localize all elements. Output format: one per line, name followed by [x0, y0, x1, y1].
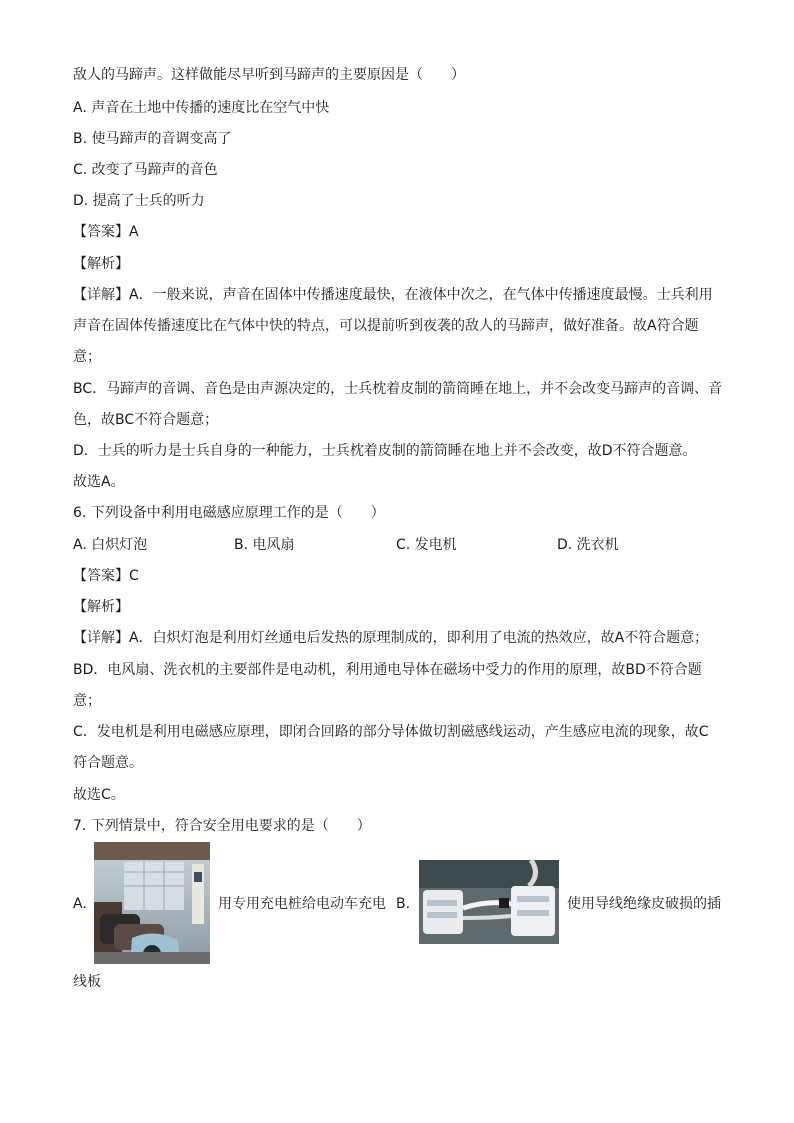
q6-option-d: D. 洗衣机: [557, 537, 619, 553]
q6-option-a: A. 白炽灯泡: [73, 537, 148, 553]
q6-detail-line: 符合题意。: [73, 755, 143, 771]
q5-detail-line: 【详解】A．一般来说，声音在固体中传播速度最快，在液体中次之，在气体中传播速度最慢。士兵利用: [73, 287, 713, 303]
q6-conclusion: 故选C。: [73, 787, 125, 803]
q7-option-a-letter: A.: [73, 896, 87, 912]
q6-analysis-heading: 【解析】: [73, 599, 129, 615]
q5-option-a: A. 声音在土地中传播的速度比在空气中快: [73, 100, 330, 116]
q6-answer: 【答案】C: [73, 568, 139, 584]
q7-option-b-wrap: 线板: [73, 974, 101, 990]
q5-detail-line: 声音在固体传播速度比在气体中快的特点，可以提前听到夜袭的敌人的马蹄声，做好准备。故A符合题: [73, 318, 699, 334]
q5-detail-line: 意；: [73, 349, 101, 365]
q5-option-d: D. 提高了士兵的听力: [73, 193, 205, 209]
q6-option-b: B. 电风扇: [234, 537, 295, 553]
q5-analysis-heading: 【解析】: [73, 256, 129, 272]
q6-option-c: C. 发电机: [396, 537, 457, 553]
q6-detail-line: 【详解】A．白炽灯泡是利用灯丝通电后发热的原理制成的，即利用了电流的热效应，故A不符合题意；: [73, 630, 709, 646]
q5-detail-line: BC．马蹄声的音调、音色是由声源决定的，士兵枕着皮制的箭筒睡在地上，并不会改变马蹄声的音调、音: [73, 381, 723, 397]
q6-detail-line: C．发电机是利用电磁感应原理，即闭合回路的部分导体做切割磁感线运动，产生感应电流的现象，故C: [73, 724, 709, 740]
q7-option-b-text: 使用导线绝缘皮破损的插: [567, 896, 721, 912]
power-strip-photo: [419, 860, 559, 944]
q6-detail-line: 意；: [73, 693, 101, 709]
q5-answer: 【答案】A: [73, 224, 139, 240]
q5-conclusion: 故选A。: [73, 474, 125, 490]
q7-option-b-letter: B.: [396, 896, 411, 912]
charging-station-photo: [94, 842, 210, 964]
q5-stem-tail: 敌人的马蹄声。这样做能尽早听到马蹄声的主要原因是（ ）: [73, 67, 465, 83]
q7-stem: 7. 下列情景中，符合安全用电要求的是（ ）: [73, 818, 371, 834]
q5-detail-line: 色，故BC不符合题意；: [73, 412, 219, 428]
q6-stem: 6. 下列设备中利用电磁感应原理工作的是（ ）: [73, 505, 385, 521]
q5-option-c: C. 改变了马蹄声的音色: [73, 162, 218, 178]
q6-detail-line: BD．电风扇、洗衣机的主要部件是电动机，利用通电导体在磁场中受力的作用的原理，故BD不符合题: [73, 662, 702, 678]
q5-detail-line: D．士兵的听力是士兵自身的一种能力，士兵枕着皮制的箭筒睡在地上并不会改变，故D不符合题意。: [73, 443, 697, 459]
q7-option-a-text: 用专用充电桩给电动车充电: [218, 896, 386, 912]
q5-option-b: B. 使马蹄声的音调变高了: [73, 131, 232, 147]
